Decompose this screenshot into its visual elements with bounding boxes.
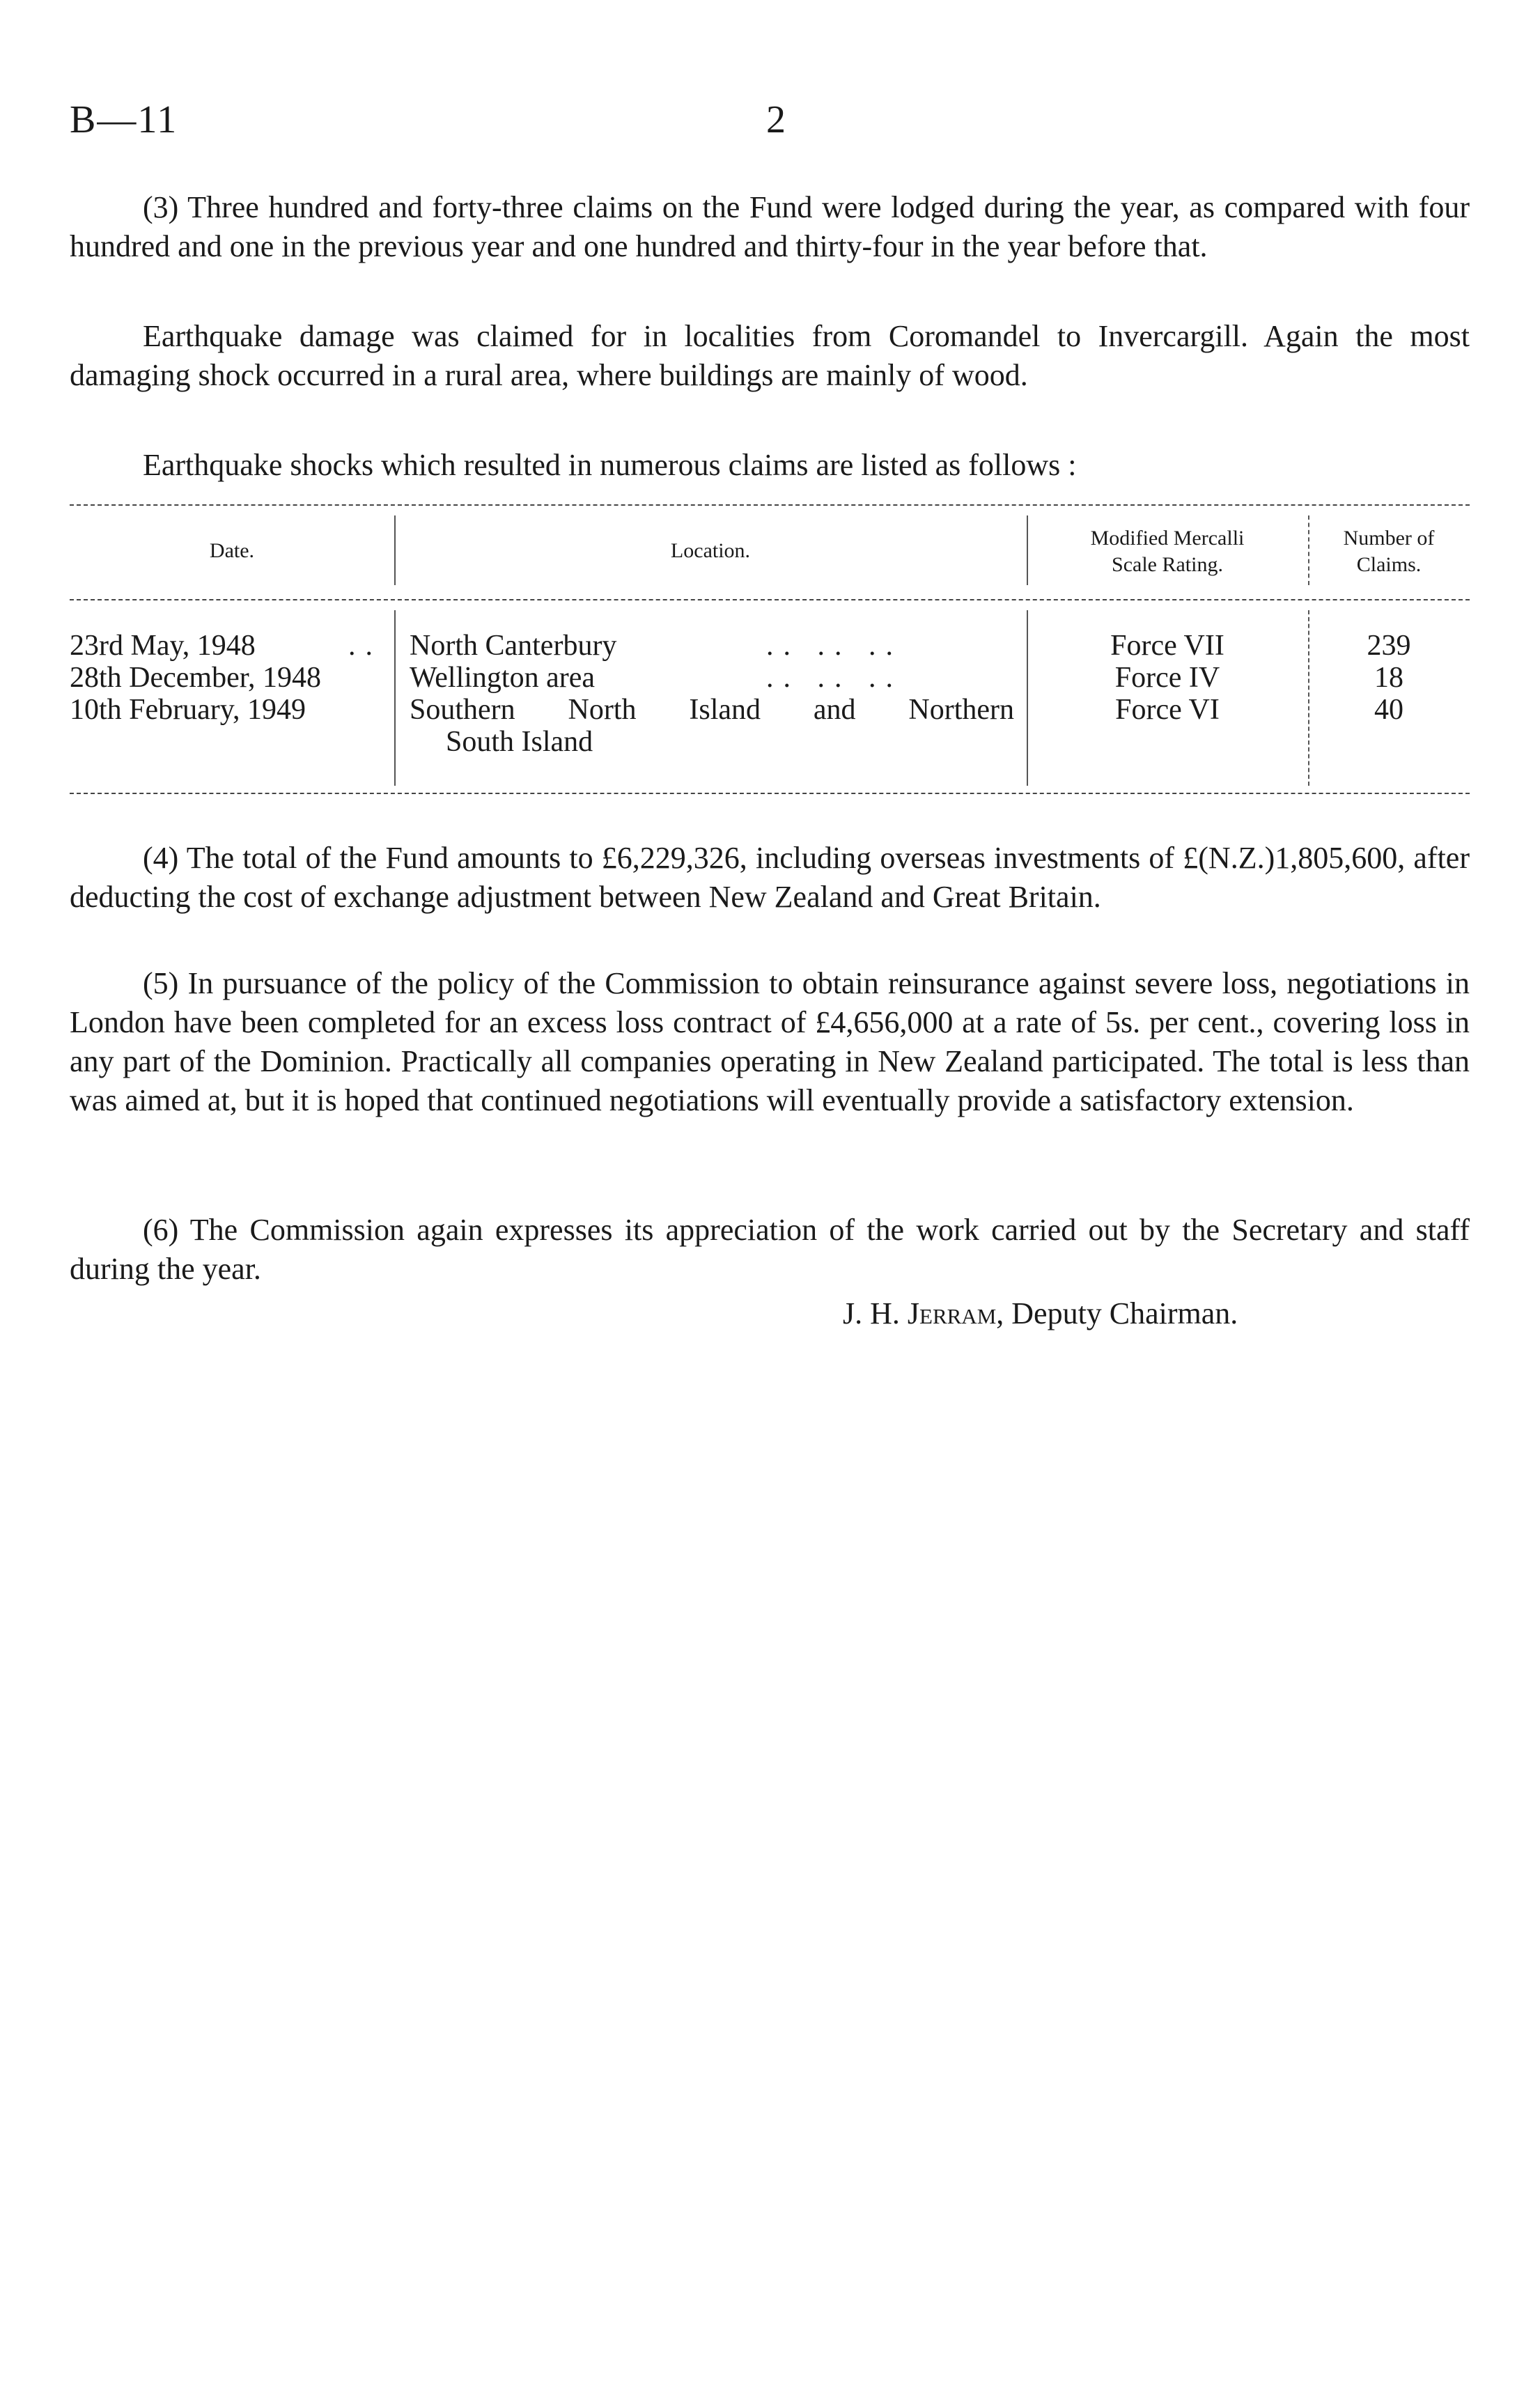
cell-rating: Force IV	[1114, 662, 1220, 694]
header-rating-line2: Scale Rating.	[1112, 553, 1223, 576]
cell-date: 28th December, 1948	[70, 662, 322, 694]
cell-claims: 18	[1374, 662, 1403, 694]
cell-date-leader: ..	[348, 630, 382, 662]
page-header	[70, 98, 1470, 146]
paragraph-earthquake-damage: Earthquake damage was claimed for in localities from Coromandel to Invercargill. Again the most damaging shock occurred in a rural area, where buildings are mainly of wood.	[70, 319, 1470, 392]
header-claims	[1308, 525, 1470, 578]
table-top-rule	[70, 504, 1470, 506]
signatory-title: , Deputy Chairman.	[996, 1296, 1238, 1330]
cell-location: Wellington area	[410, 662, 596, 694]
paragraph-6-appreciation: (6) The Commission again expresses its appreciation of the work carried out by the Secretary and staff during the year.	[70, 1213, 1470, 1286]
header-date: Date.	[209, 539, 255, 562]
earthquake-claims-table	[70, 499, 1470, 800]
paragraph-4-fund-total: (4) The total of the Fund amounts to £6,229,326, including overseas investments of £(N.Z.)1,805,600, after deducting the cost of exchange adjustment between New Zealand and Great Britain.	[70, 841, 1470, 914]
paragraph-table-intro: Earthquake shocks which resulted in numerous claims are listed as follows :	[143, 448, 1077, 482]
header-location: Location.	[670, 539, 751, 562]
cell-rating: Force VI	[1115, 694, 1220, 726]
header-rating	[1027, 525, 1308, 578]
cell-rating: Force VII	[1110, 630, 1224, 662]
cell-claims: 40	[1374, 694, 1403, 726]
table-header-rule	[70, 599, 1470, 600]
document-id: B—11	[70, 98, 178, 141]
cell-location-leader: .. .. ..	[766, 662, 903, 694]
header-rating-line1: Modified Mercalli	[1090, 527, 1245, 550]
cell-location-continued: South Island	[446, 726, 593, 758]
cell-location: North Canterbury	[410, 630, 617, 662]
cell-date: 10th February, 1949	[70, 694, 306, 726]
cell-claims: 239	[1367, 630, 1411, 662]
signature-block	[843, 1294, 1238, 1333]
paragraph-3-claims: (3) Three hundred and forty-three claims on the Fund were lodged during the year, as compared with four hundred and one in the previous year and one hundred and thirty-four in the year before that.	[70, 190, 1470, 263]
table-bottom-rule	[70, 793, 1470, 794]
page-number: 2	[766, 98, 786, 141]
cell-location: Southern North Island and Northern	[410, 694, 1014, 726]
header-claims-line1: Number of	[1343, 527, 1435, 550]
header-claims-line2: Claims.	[1356, 553, 1422, 576]
col-divider	[394, 610, 396, 786]
signatory-name: J. H. Jerram	[843, 1296, 997, 1330]
cell-date: 23rd May, 1948	[70, 630, 256, 662]
paragraph-5-reinsurance: (5) In pursuance of the policy of the Commission to obtain reinsurance against severe loss, negotiations in London have been completed for an excess loss contract of £4,656,000 at a rate of 5s. per cent., covering loss in any part of the Dominion. Practically all companies operating in New Zealand participated. The total is less than was aimed at, but it is hoped that continued negotiations will eventually provide a satisfactory extension.	[70, 966, 1470, 1117]
cell-location-leader: .. .. ..	[766, 630, 903, 662]
